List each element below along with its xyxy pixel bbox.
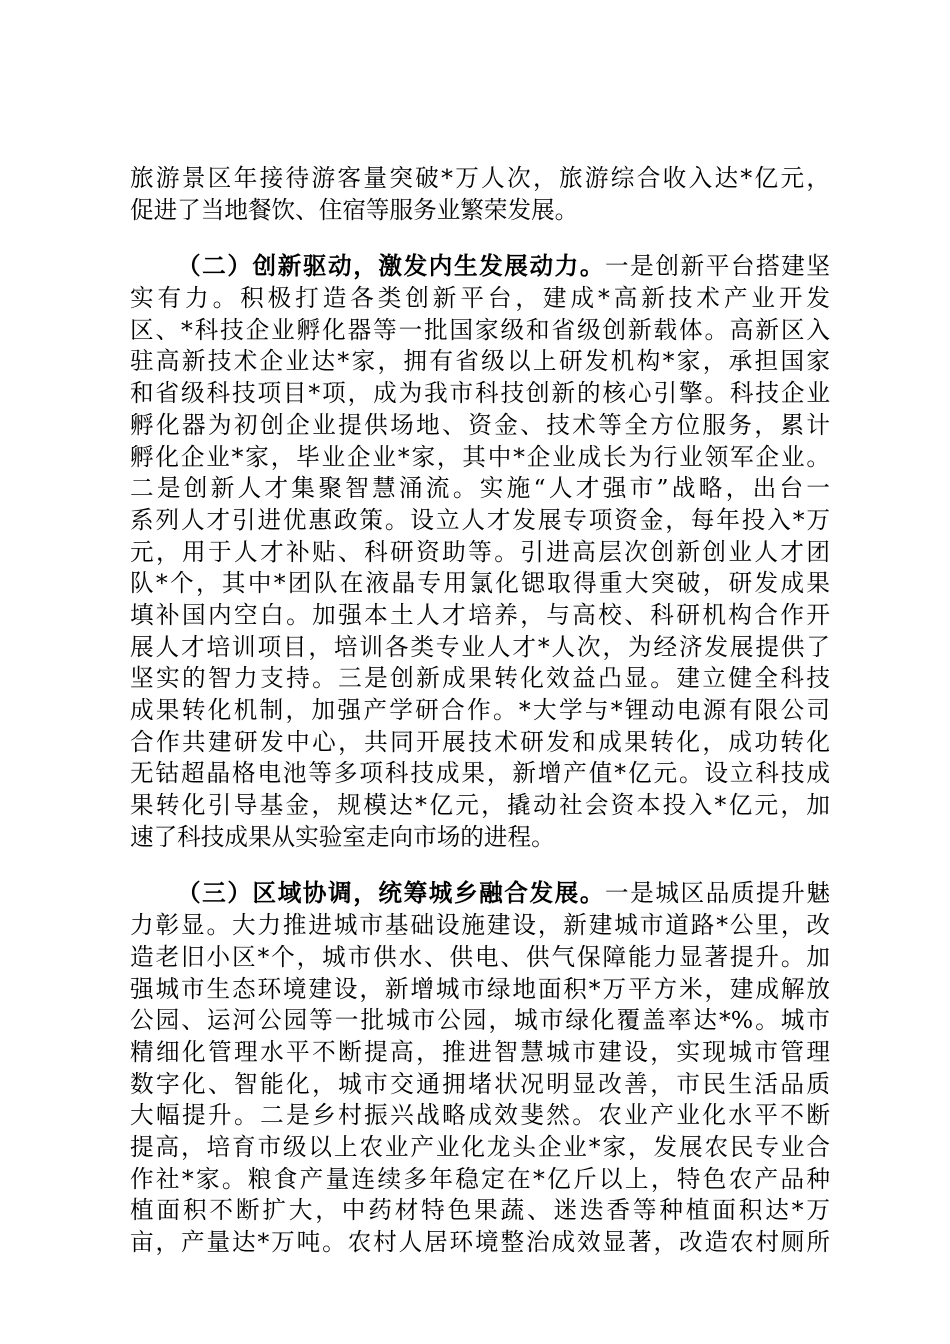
text-line: 果转化引导基金，规模达*亿元，撬动社会资本投入*亿元，加 bbox=[130, 791, 830, 820]
text-line: 促进了当地餐饮、住宿等服务业繁荣发展。 bbox=[130, 195, 579, 224]
text-line: 区、*科技企业孵化器等一批国家级和省级创新载体。高新区入 bbox=[130, 315, 830, 344]
text-line: 速了科技成果从实验室走向市场的进程。 bbox=[130, 822, 555, 851]
text-line: 展人才培训项目，培训各类专业人才*人次，为经济发展提供了 bbox=[130, 632, 830, 661]
text-line: 力彰显。大力推进城市基础设施建设，新建城市道路*公里，改 bbox=[130, 911, 830, 940]
text-line: 孵化器为初创企业提供场地、资金、技术等全方位服务，累计 bbox=[130, 410, 830, 439]
text-line: 孵化企业*家，毕业企业*家，其中*企业成长为行业领军企业。 bbox=[130, 442, 830, 471]
text-line: 实有力。积极打造各类创新平台，建成*高新技术产业开发 bbox=[130, 284, 830, 313]
text-line: 二是创新人才集聚智慧涌流。实施“人才强市”战略，出台一 bbox=[130, 474, 830, 503]
section-heading: （二）创新驱动，激发内生发展动力。 bbox=[177, 252, 605, 281]
text-line: 坚实的智力支持。三是创新成果转化效益凸显。建立健全科技 bbox=[130, 664, 830, 693]
text-line: 驻高新技术企业达*家，拥有省级以上研发机构*家，承担国家 bbox=[130, 347, 830, 376]
text-line: 强城市生态环境建设，新增城市绿地面积*万平方米，建成解放 bbox=[130, 974, 830, 1003]
paragraph-regional bbox=[130, 878, 830, 1258]
text-line: 元，用于人才补贴、科研资助等。引进高层次创新创业人才团 bbox=[130, 537, 830, 566]
text-line: 造老旧小区*个，城市供水、供电、供气保障能力显著提升。加 bbox=[130, 942, 830, 971]
text-line: 精细化管理水平不断提高，推进智慧城市建设，实现城市管理 bbox=[130, 1037, 830, 1066]
text-line: 旅游景区年接待游客量突破*万人次，旅游综合收入达*亿元， bbox=[130, 164, 830, 192]
paragraph-innovation bbox=[130, 251, 830, 853]
text-fragment: 一是创新平台搭建坚 bbox=[605, 252, 831, 281]
text-line bbox=[130, 878, 830, 910]
text-line: 无钴超晶格电池等多项科技成果，新增产值*亿元。设立科技成 bbox=[130, 759, 830, 788]
text-line: 数字化、智能化，城市交通拥堵状况明显改善，市民生活品质 bbox=[130, 1069, 830, 1098]
text-line: 作社*家。粮食产量连续多年稳定在*亿斤以上，特色农产品种 bbox=[130, 1164, 830, 1193]
text-line: 公园、运河公园等一批城市公园，城市绿化覆盖率达*%。城市 bbox=[130, 1006, 830, 1035]
text-line: 队*个，其中*团队在液晶专用氯化锶取得重大突破，研发成果 bbox=[130, 569, 830, 598]
text-line bbox=[130, 251, 830, 283]
text-line: 和省级科技项目*项，成为我市科技创新的核心引擎。科技企业 bbox=[130, 379, 830, 408]
text-line: 大幅提升。二是乡村振兴战略成效斐然。农业产业化水平不断 bbox=[130, 1101, 830, 1130]
paragraph-tourism bbox=[130, 163, 830, 226]
document-page bbox=[130, 163, 830, 1259]
text-line: 合作共建研发中心，共同开展技术研发和成果转化，成功转化 bbox=[130, 727, 830, 756]
text-line: 系列人才引进优惠政策。设立人才发展专项资金，每年投入*万 bbox=[130, 505, 830, 534]
text-line: 植面积不断扩大，中药材特色果蔬、迷迭香等种植面积达*万 bbox=[130, 1196, 830, 1225]
text-line: 亩，产量达*万吨。农村人居环境整治成效显著，改造农村厕所 bbox=[130, 1228, 830, 1256]
text-line: 成果转化机制，加强产学研合作。*大学与*锂动电源有限公司 bbox=[130, 696, 830, 724]
text-line: 填补国内空白。加强本土人才培养，与高校、科研机构合作开 bbox=[130, 600, 830, 629]
section-heading: （三）区域协调，统筹城乡融合发展。 bbox=[177, 879, 605, 908]
text-fragment: 一是城区品质提升魅 bbox=[605, 879, 831, 908]
text-line: 提高，培育市级以上农业产业化龙头企业*家，发展农民专业合 bbox=[130, 1132, 830, 1161]
